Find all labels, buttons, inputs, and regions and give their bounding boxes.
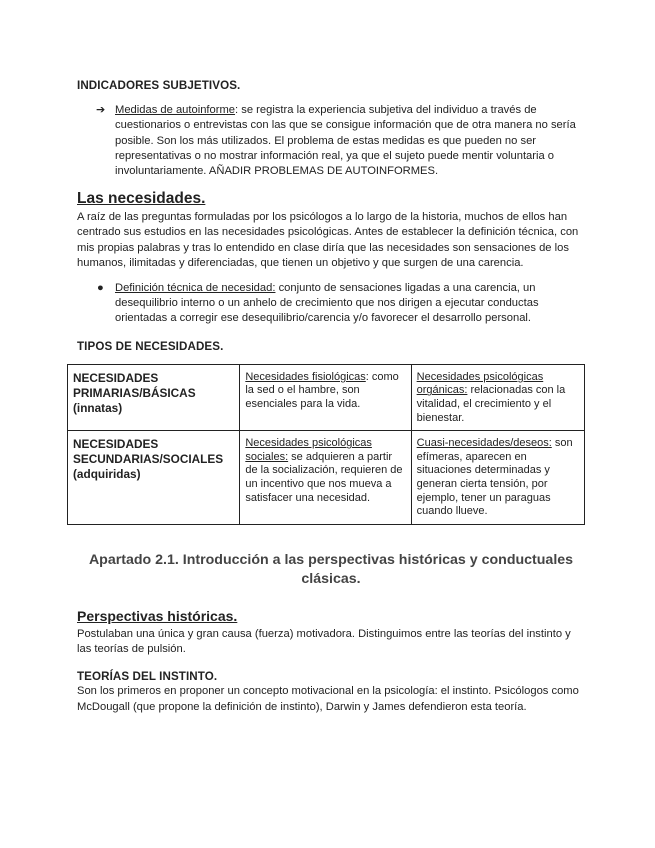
apartado-title: Apartado 2.1. Introducción a las perspectivas históricas y conductuales clásicas. bbox=[88, 551, 574, 587]
necesidades-title: Las necesidades. bbox=[77, 190, 206, 208]
tipos-heading: TIPOS DE NECESIDADES. bbox=[77, 339, 224, 353]
table-cell-category: NECESIDADES SECUNDARIAS/SOCIALES (adquiridas) bbox=[68, 431, 240, 525]
instinto-text: Son los primeros en proponer un concepto motivacional en la psicología: el instinto. Psicólogos como McDougall (que propone la definición de instinto), Darwin y James defendieron esta teoría. bbox=[77, 685, 579, 713]
cell-text: relacionadas con la vitalidad, el crecimiento y el bienestar. bbox=[416, 384, 566, 424]
cell-text: son efímeras, aparecen en situaciones determinadas y generan cierta tensión, por ejemplo, tener un paraguas cuando llueve. bbox=[416, 437, 573, 518]
necesidades-list bbox=[77, 281, 585, 327]
cell-text: se adquieren a partir de la socialización, requieren de un incentivo que nos mueva a satisfacer una necesidad. bbox=[245, 450, 403, 504]
arrow-bullet-icon: ➔ bbox=[96, 104, 106, 117]
autoinforme-text: : se registra la experiencia subjetiva del individuo a través de cuestionarios o entrevistas con las que se consigue información que de otra manera no sería posible. Son los más utilizados. El problema de estas medidas es que pueden no ser representativas o no mostrar información real, ya que el sujeto puede mentir voluntaria o involuntariamente. AÑADIR PROBLEMAS DE AUTOINFORMES. bbox=[115, 104, 576, 178]
dot-bullet-icon: ● bbox=[97, 282, 104, 295]
cell-term: Necesidades psicológicas sociales: bbox=[245, 437, 372, 463]
cell-term: Necesidades psicológicas orgánicas: bbox=[416, 370, 544, 397]
indicadores-heading: INDICADORES SUBJETIVOS. bbox=[77, 79, 241, 92]
indicadores-list bbox=[77, 103, 585, 179]
list-item bbox=[77, 281, 585, 327]
table-cell bbox=[411, 431, 584, 525]
definition-term: Definición técnica de necesidad: bbox=[115, 282, 276, 295]
table-cell bbox=[411, 364, 584, 430]
definition-text: conjunto de sensaciones ligadas a una carencia, un desequilibrio interno o un anhelo de crecimiento que nos dirigen a ejecutar conductas orientadas a corregir ese desequilibrio/carencia y/o favorecer el desarrollo personal. bbox=[115, 282, 539, 325]
needs-table bbox=[67, 364, 585, 525]
perspectivas-title: Perspectivas históricas. bbox=[77, 607, 238, 624]
table-cell bbox=[240, 364, 411, 430]
list-item bbox=[77, 103, 585, 179]
table-cell-category: NECESIDADES PRIMARIAS/BÁSICAS (innatas) bbox=[68, 364, 240, 430]
cell-term: Necesidades fisiológicas bbox=[245, 370, 366, 383]
table-cell bbox=[240, 431, 411, 525]
instinto-heading: TEORÍAS DEL INSTINTO. bbox=[77, 670, 218, 684]
autoinforme-term: Medidas de autoinforme bbox=[115, 104, 236, 117]
table-row bbox=[68, 364, 585, 430]
document-page bbox=[73, 78, 585, 715]
perspectivas-text: Postulaban una única y gran causa (fuerza) motivadora. Distinguimos entre las teorías del instinto y las teorías de pulsión. bbox=[77, 627, 571, 655]
cell-term: Cuasi-necesidades/deseos: bbox=[416, 437, 552, 450]
table-row bbox=[68, 431, 585, 525]
necesidades-intro: A raíz de las preguntas formuladas por los psicólogos a lo largo de la historia, muchos de ellos han centrado sus estudios en las necesidades psicológicas. Antes de establecer la definición técnica, con mis propias palabras y tras lo entendido en clase diría que las necesidades son sensaciones de los humanos, ilimitadas y diferenciadas, que tienen un objetivo y que surgen de una carencia. bbox=[77, 211, 579, 269]
cell-text: : como la sed o el hambre, son esenciales para la vida. bbox=[245, 370, 399, 411]
